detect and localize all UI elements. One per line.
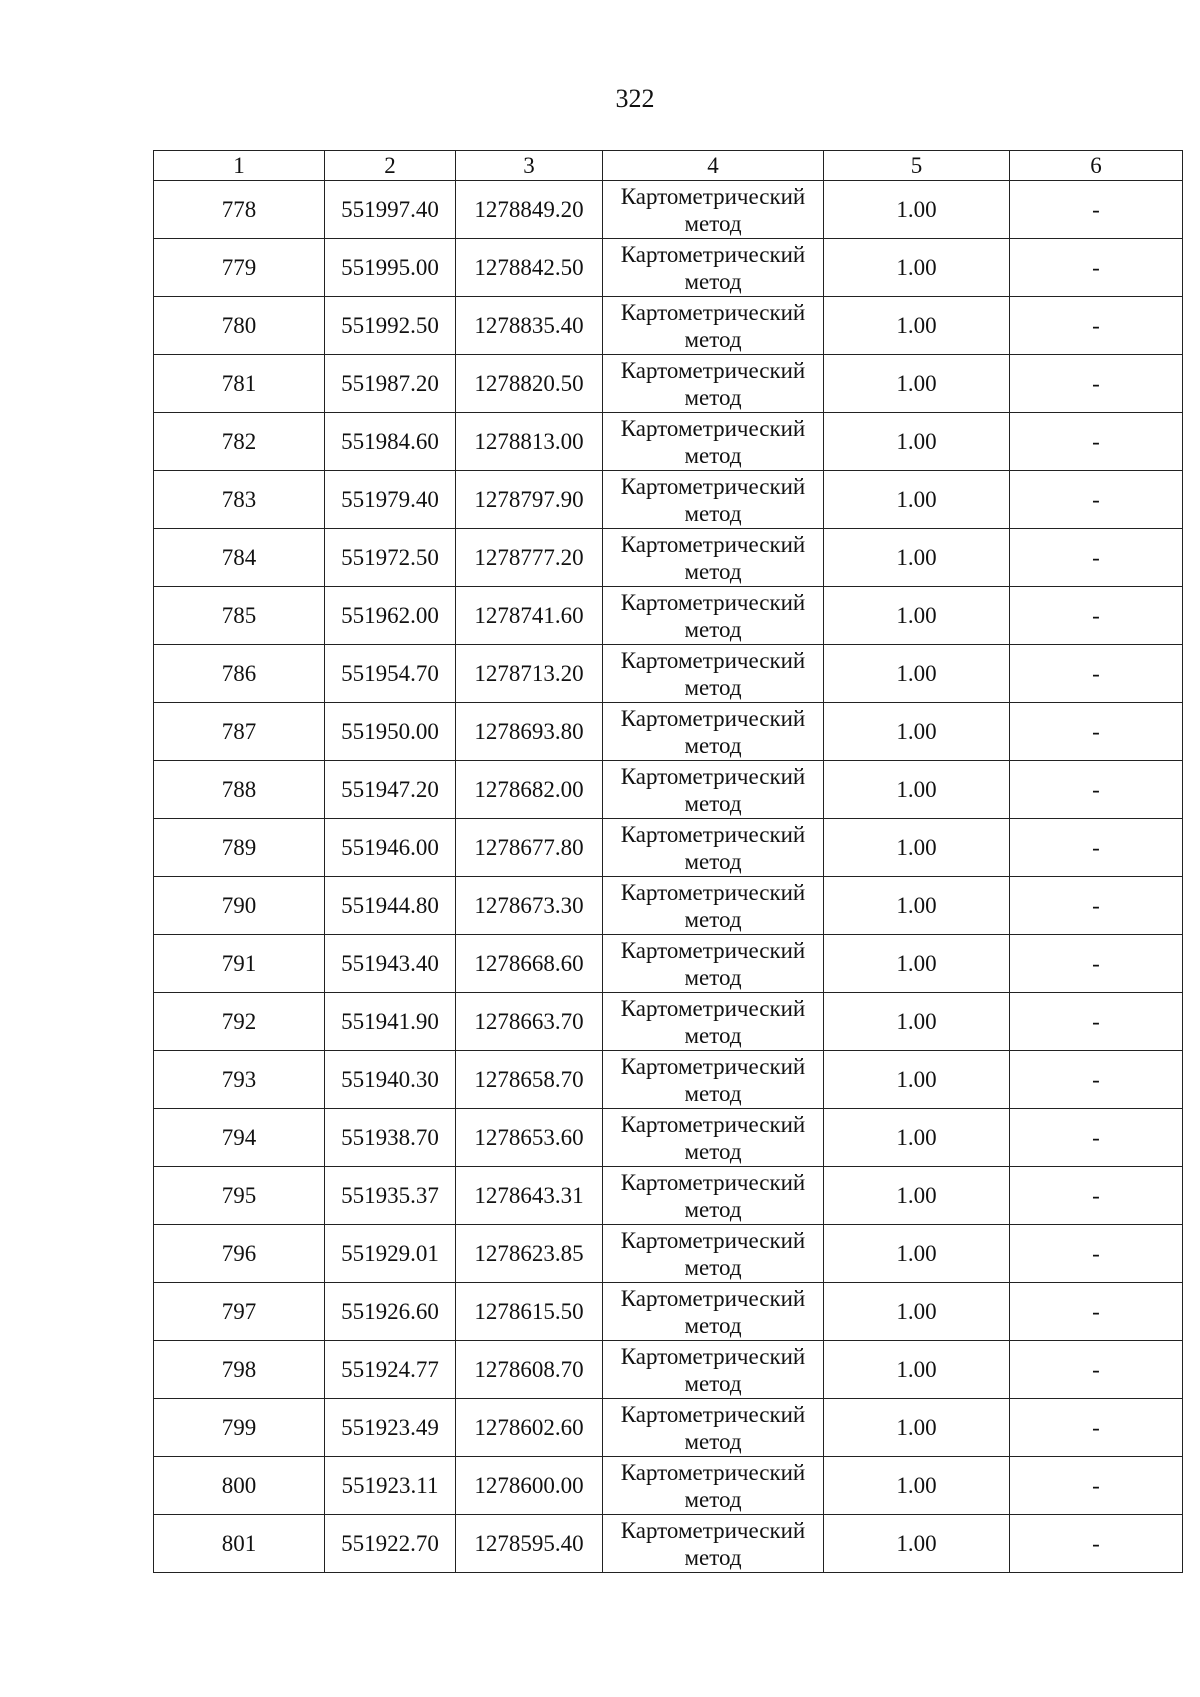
x-coordinate-cell: 551946.00 <box>325 819 456 877</box>
method-line-1: Картометрический <box>620 763 806 789</box>
table-row <box>154 645 1183 703</box>
note-cell: - <box>1010 1341 1183 1399</box>
header-cell-1: 1 <box>154 151 325 181</box>
y-coordinate-cell: 1278673.30 <box>456 877 603 935</box>
method-line-1: Картометрический <box>620 1111 806 1137</box>
note-cell: - <box>1010 471 1183 529</box>
accuracy-cell: 1.00 <box>824 993 1010 1051</box>
table-row <box>154 1109 1183 1167</box>
method-cell <box>603 1341 824 1399</box>
y-coordinate-cell: 1278615.50 <box>456 1283 603 1341</box>
method-cell <box>603 413 824 471</box>
method-line-2: метод <box>684 964 742 990</box>
x-coordinate-cell: 551987.20 <box>325 355 456 413</box>
method-line-1: Картометрический <box>620 531 806 557</box>
method-cell <box>603 1109 824 1167</box>
method-cell <box>603 1167 824 1225</box>
method-line-2: метод <box>684 1022 742 1048</box>
accuracy-cell: 1.00 <box>824 1515 1010 1573</box>
note-cell: - <box>1010 529 1183 587</box>
method-cell <box>603 1515 824 1573</box>
point-number-cell: 795 <box>154 1167 325 1225</box>
point-number-cell: 801 <box>154 1515 325 1573</box>
x-coordinate-cell: 551923.49 <box>325 1399 456 1457</box>
method-line-1: Картометрический <box>620 995 806 1021</box>
y-coordinate-cell: 1278797.90 <box>456 471 603 529</box>
table-row <box>154 1283 1183 1341</box>
table-row <box>154 1225 1183 1283</box>
accuracy-cell: 1.00 <box>824 1341 1010 1399</box>
method-line-2: метод <box>684 210 742 236</box>
method-line-2: метод <box>684 558 742 584</box>
table-row <box>154 1051 1183 1109</box>
point-number-cell: 792 <box>154 993 325 1051</box>
note-cell: - <box>1010 935 1183 993</box>
accuracy-cell: 1.00 <box>824 355 1010 413</box>
table-row <box>154 1341 1183 1399</box>
method-cell <box>603 645 824 703</box>
table-row <box>154 355 1183 413</box>
method-line-2: метод <box>684 732 742 758</box>
x-coordinate-cell: 551926.60 <box>325 1283 456 1341</box>
point-number-cell: 799 <box>154 1399 325 1457</box>
table-row <box>154 181 1183 239</box>
method-cell <box>603 239 824 297</box>
x-coordinate-cell: 551944.80 <box>325 877 456 935</box>
method-cell <box>603 529 824 587</box>
method-line-1: Картометрический <box>620 415 806 441</box>
point-number-cell: 781 <box>154 355 325 413</box>
table-row <box>154 239 1183 297</box>
point-number-cell: 796 <box>154 1225 325 1283</box>
method-line-2: метод <box>684 500 742 526</box>
method-line-2: метод <box>684 1080 742 1106</box>
y-coordinate-cell: 1278842.50 <box>456 239 603 297</box>
x-coordinate-cell: 551992.50 <box>325 297 456 355</box>
y-coordinate-cell: 1278693.80 <box>456 703 603 761</box>
x-coordinate-cell: 551950.00 <box>325 703 456 761</box>
accuracy-cell: 1.00 <box>824 587 1010 645</box>
accuracy-cell: 1.00 <box>824 645 1010 703</box>
note-cell: - <box>1010 877 1183 935</box>
table-row <box>154 1167 1183 1225</box>
accuracy-cell: 1.00 <box>824 1457 1010 1515</box>
method-line-2: метод <box>684 384 742 410</box>
x-coordinate-cell: 551972.50 <box>325 529 456 587</box>
method-line-2: метод <box>684 442 742 468</box>
accuracy-cell: 1.00 <box>824 877 1010 935</box>
table-row <box>154 993 1183 1051</box>
y-coordinate-cell: 1278777.20 <box>456 529 603 587</box>
accuracy-cell: 1.00 <box>824 1399 1010 1457</box>
point-number-cell: 787 <box>154 703 325 761</box>
point-number-cell: 800 <box>154 1457 325 1515</box>
method-line-2: метод <box>684 326 742 352</box>
method-cell <box>603 471 824 529</box>
accuracy-cell: 1.00 <box>824 413 1010 471</box>
y-coordinate-cell: 1278658.70 <box>456 1051 603 1109</box>
method-cell <box>603 181 824 239</box>
x-coordinate-cell: 551935.37 <box>325 1167 456 1225</box>
y-coordinate-cell: 1278677.80 <box>456 819 603 877</box>
x-coordinate-cell: 551995.00 <box>325 239 456 297</box>
method-line-2: метод <box>684 1486 742 1512</box>
method-line-1: Картометрический <box>620 299 806 325</box>
point-number-cell: 780 <box>154 297 325 355</box>
note-cell: - <box>1010 413 1183 471</box>
accuracy-cell: 1.00 <box>824 935 1010 993</box>
table-row <box>154 297 1183 355</box>
note-cell: - <box>1010 1167 1183 1225</box>
method-line-2: метод <box>684 848 742 874</box>
point-number-cell: 782 <box>154 413 325 471</box>
method-line-1: Картометрический <box>620 241 806 267</box>
y-coordinate-cell: 1278653.60 <box>456 1109 603 1167</box>
y-coordinate-cell: 1278713.20 <box>456 645 603 703</box>
accuracy-cell: 1.00 <box>824 471 1010 529</box>
table-row <box>154 935 1183 993</box>
accuracy-cell: 1.00 <box>824 1051 1010 1109</box>
table-row <box>154 1399 1183 1457</box>
method-cell <box>603 935 824 993</box>
note-cell: - <box>1010 1051 1183 1109</box>
method-cell <box>603 877 824 935</box>
accuracy-cell: 1.00 <box>824 1225 1010 1283</box>
x-coordinate-cell: 551947.20 <box>325 761 456 819</box>
method-line-1: Картометрический <box>620 1285 806 1311</box>
x-coordinate-cell: 551962.00 <box>325 587 456 645</box>
table-row <box>154 529 1183 587</box>
y-coordinate-cell: 1278668.60 <box>456 935 603 993</box>
method-cell <box>603 1283 824 1341</box>
x-coordinate-cell: 551929.01 <box>325 1225 456 1283</box>
method-cell <box>603 1399 824 1457</box>
y-coordinate-cell: 1278835.40 <box>456 297 603 355</box>
table-row <box>154 761 1183 819</box>
header-cell-4: 4 <box>603 151 824 181</box>
x-coordinate-cell: 551923.11 <box>325 1457 456 1515</box>
header-cell-3: 3 <box>456 151 603 181</box>
point-number-cell: 793 <box>154 1051 325 1109</box>
table-row <box>154 703 1183 761</box>
table-row <box>154 587 1183 645</box>
note-cell: - <box>1010 645 1183 703</box>
method-line-2: метод <box>684 674 742 700</box>
method-line-1: Картометрический <box>620 183 806 209</box>
method-line-2: метод <box>684 790 742 816</box>
header-row <box>154 151 1183 181</box>
x-coordinate-cell: 551922.70 <box>325 1515 456 1573</box>
x-coordinate-cell: 551943.40 <box>325 935 456 993</box>
note-cell: - <box>1010 1283 1183 1341</box>
note-cell: - <box>1010 1399 1183 1457</box>
y-coordinate-cell: 1278643.31 <box>456 1167 603 1225</box>
method-line-1: Картометрический <box>620 1459 806 1485</box>
point-number-cell: 786 <box>154 645 325 703</box>
point-number-cell: 783 <box>154 471 325 529</box>
note-cell: - <box>1010 587 1183 645</box>
table-row <box>154 413 1183 471</box>
method-line-1: Картометрический <box>620 1517 806 1543</box>
accuracy-cell: 1.00 <box>824 1283 1010 1341</box>
method-line-1: Картометрический <box>620 705 806 731</box>
point-number-cell: 794 <box>154 1109 325 1167</box>
table-row <box>154 819 1183 877</box>
method-line-2: метод <box>684 1370 742 1396</box>
page-number: 322 <box>615 84 655 113</box>
note-cell: - <box>1010 761 1183 819</box>
x-coordinate-cell: 551954.70 <box>325 645 456 703</box>
method-cell <box>603 761 824 819</box>
x-coordinate-cell: 551924.77 <box>325 1341 456 1399</box>
accuracy-cell: 1.00 <box>824 761 1010 819</box>
method-line-1: Картометрический <box>620 473 806 499</box>
y-coordinate-cell: 1278623.85 <box>456 1225 603 1283</box>
method-cell <box>603 1225 824 1283</box>
method-line-1: Картометрический <box>620 1227 806 1253</box>
y-coordinate-cell: 1278682.00 <box>456 761 603 819</box>
method-line-2: метод <box>684 1254 742 1280</box>
method-cell <box>603 1457 824 1515</box>
accuracy-cell: 1.00 <box>824 181 1010 239</box>
method-cell <box>603 703 824 761</box>
accuracy-cell: 1.00 <box>824 1167 1010 1225</box>
note-cell: - <box>1010 1457 1183 1515</box>
y-coordinate-cell: 1278820.50 <box>456 355 603 413</box>
method-line-2: метод <box>684 1196 742 1222</box>
x-coordinate-cell: 551997.40 <box>325 181 456 239</box>
x-coordinate-cell: 551984.60 <box>325 413 456 471</box>
method-cell <box>603 819 824 877</box>
method-line-1: Картометрический <box>620 821 806 847</box>
method-line-1: Картометрический <box>620 1053 806 1079</box>
y-coordinate-cell: 1278813.00 <box>456 413 603 471</box>
note-cell: - <box>1010 355 1183 413</box>
accuracy-cell: 1.00 <box>824 529 1010 587</box>
method-line-1: Картометрический <box>620 879 806 905</box>
note-cell: - <box>1010 239 1183 297</box>
method-line-1: Картометрический <box>620 1343 806 1369</box>
method-line-1: Картометрический <box>620 357 806 383</box>
y-coordinate-cell: 1278663.70 <box>456 993 603 1051</box>
method-line-2: метод <box>684 906 742 932</box>
method-line-2: метод <box>684 268 742 294</box>
point-number-cell: 789 <box>154 819 325 877</box>
header-cell-6: 6 <box>1010 151 1183 181</box>
method-line-2: метод <box>684 1428 742 1454</box>
table-row <box>154 471 1183 529</box>
table-header <box>154 151 1183 181</box>
table-row <box>154 877 1183 935</box>
method-cell <box>603 297 824 355</box>
method-line-1: Картометрический <box>620 1401 806 1427</box>
accuracy-cell: 1.00 <box>824 1109 1010 1167</box>
y-coordinate-cell: 1278741.60 <box>456 587 603 645</box>
accuracy-cell: 1.00 <box>824 703 1010 761</box>
accuracy-cell: 1.00 <box>824 297 1010 355</box>
x-coordinate-cell: 551941.90 <box>325 993 456 1051</box>
y-coordinate-cell: 1278602.60 <box>456 1399 603 1457</box>
point-number-cell: 791 <box>154 935 325 993</box>
table-row <box>154 1457 1183 1515</box>
point-number-cell: 797 <box>154 1283 325 1341</box>
method-cell <box>603 1051 824 1109</box>
note-cell: - <box>1010 1109 1183 1167</box>
point-number-cell: 779 <box>154 239 325 297</box>
coordinates-table <box>153 150 1183 1573</box>
method-cell <box>603 355 824 413</box>
method-line-1: Картометрический <box>620 937 806 963</box>
y-coordinate-cell: 1278595.40 <box>456 1515 603 1573</box>
point-number-cell: 798 <box>154 1341 325 1399</box>
accuracy-cell: 1.00 <box>824 819 1010 877</box>
method-cell <box>603 587 824 645</box>
x-coordinate-cell: 551940.30 <box>325 1051 456 1109</box>
note-cell: - <box>1010 993 1183 1051</box>
x-coordinate-cell: 551979.40 <box>325 471 456 529</box>
accuracy-cell: 1.00 <box>824 239 1010 297</box>
point-number-cell: 788 <box>154 761 325 819</box>
table-row <box>154 1515 1183 1573</box>
method-line-2: метод <box>684 616 742 642</box>
point-number-cell: 790 <box>154 877 325 935</box>
header-cell-2: 2 <box>325 151 456 181</box>
note-cell: - <box>1010 703 1183 761</box>
method-line-1: Картометрический <box>620 589 806 615</box>
header-cell-5: 5 <box>824 151 1010 181</box>
method-line-2: метод <box>684 1138 742 1164</box>
method-line-2: метод <box>684 1312 742 1338</box>
method-line-1: Картометрический <box>620 1169 806 1195</box>
method-cell <box>603 993 824 1051</box>
note-cell: - <box>1010 1515 1183 1573</box>
y-coordinate-cell: 1278600.00 <box>456 1457 603 1515</box>
method-line-1: Картометрический <box>620 647 806 673</box>
y-coordinate-cell: 1278849.20 <box>456 181 603 239</box>
x-coordinate-cell: 551938.70 <box>325 1109 456 1167</box>
method-line-2: метод <box>684 1544 742 1570</box>
note-cell: - <box>1010 181 1183 239</box>
table-body <box>154 181 1183 1573</box>
point-number-cell: 785 <box>154 587 325 645</box>
point-number-cell: 784 <box>154 529 325 587</box>
point-number-cell: 778 <box>154 181 325 239</box>
y-coordinate-cell: 1278608.70 <box>456 1341 603 1399</box>
note-cell: - <box>1010 819 1183 877</box>
note-cell: - <box>1010 297 1183 355</box>
note-cell: - <box>1010 1225 1183 1283</box>
